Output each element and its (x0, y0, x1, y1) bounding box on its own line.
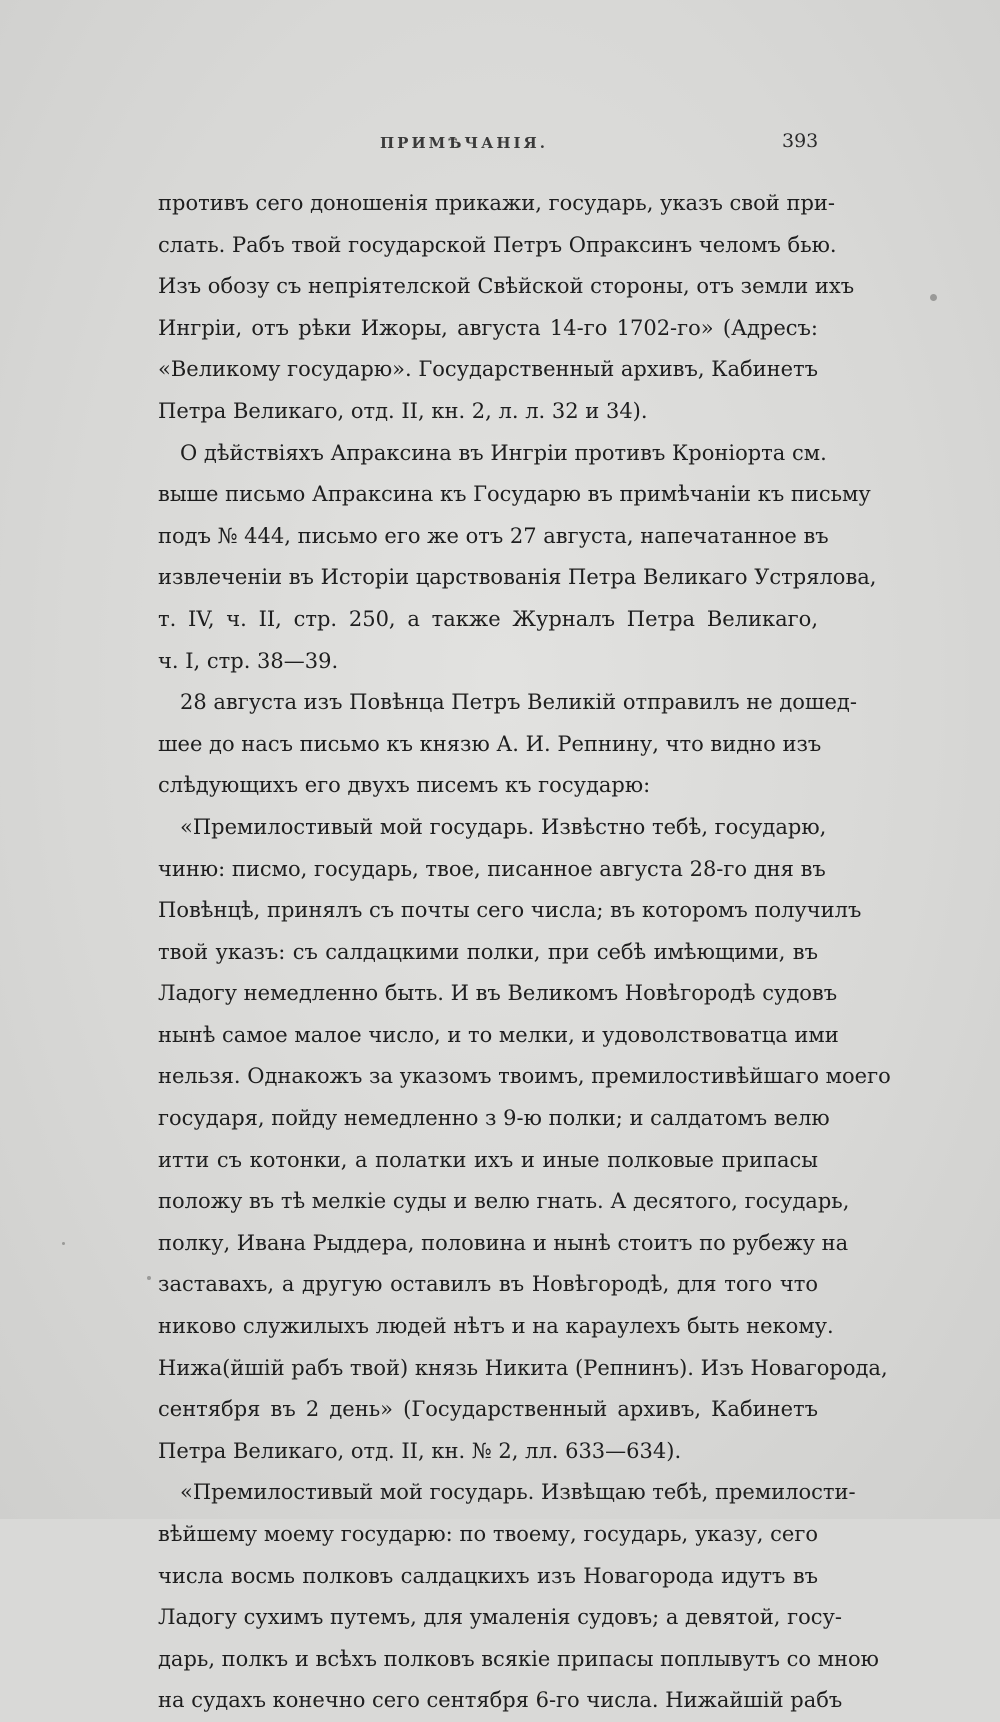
text-line: слать. Рабъ твой государской Петръ Опраксинъ челомъ бью. (158, 232, 837, 257)
text-line: шее до насъ письмо къ князю А. И. Репнину, что видно изъ (158, 731, 822, 756)
text-line: на судахъ конечно сего сентября 6-го числа. Нижайшій рабъ (158, 1688, 843, 1713)
text-line: подъ № 444, письмо его же отъ 27 августа, напечатанное въ (158, 523, 829, 548)
text-line: заставахъ, а другую оставилъ въ Новѣгородѣ, для того что (158, 1272, 818, 1297)
text-line: Нижа(йшій рабъ твой) князь Никита (Репнинъ). Изъ Новагорода, (158, 1355, 888, 1380)
text-line: Петра Великаго, отд. II, кн. № 2, лл. 633—634). (158, 1438, 682, 1463)
text-line: слѣдующихъ его двухъ писемъ къ государю: (158, 773, 651, 798)
text-line: «Премилостивый мой государь. Извѣщаю тебѣ, премилости- (180, 1480, 856, 1505)
text-line: Ингріи, отъ рѣки Ижоры, августа 14-го 1702-го» (Адресъ: (158, 315, 818, 340)
text-line: нынѣ самое малое число, и то мелки, и удоволствоватца ими (158, 1022, 839, 1047)
text-line: вѣйшему моему государю: по твоему, государь, указу, сего (158, 1522, 818, 1546)
text-line: сентября въ 2 день» (Государственный архивъ, Кабинетъ (158, 1397, 818, 1422)
page-number: 393 (782, 130, 819, 152)
text-line: ч. I, стр. 38—39. (158, 648, 339, 673)
running-head: ПРИМѢЧАНІЯ. (380, 134, 548, 152)
body-text (158, 183, 891, 1722)
paper-speck (147, 1276, 151, 1280)
text-line: Повѣнцѣ, принялъ съ почты сего числа; въ которомъ получилъ (158, 898, 862, 923)
text-line: государя, пойду немедленно з 9-ю полки; и салдатомъ велю (158, 1106, 830, 1131)
text-line: дарь, полкъ и всѣхъ полковъ всякіе припасы поплывутъ со мною (158, 1646, 879, 1671)
text-line: противъ сего доношенія прикажи, государь, указъ свой при- (158, 191, 835, 215)
text-line: полку, Ивана Рыддера, половина и нынѣ стоитъ по рубежу на (158, 1230, 849, 1255)
text-line: итти съ котонки, а полатки ихъ и иные полковые припасы (158, 1147, 818, 1172)
text-line: 28 августа изъ Повѣнца Петръ Великій отправилъ не дошед- (180, 690, 857, 715)
text-line: Ладогу немедленно быть. И въ Великомъ Новѣгородѣ судовъ (158, 981, 838, 1006)
text-line: извлеченіи въ Исторіи царствованія Петра Великаго Устрялова, (158, 565, 877, 590)
text-line: «Великому государю». Государственный архивъ, Кабинетъ (158, 357, 819, 382)
paper-speck (62, 1242, 65, 1245)
text-line: числа восмь полковъ салдацкихъ изъ Новагорода идутъ въ (158, 1563, 818, 1588)
text-line: Изъ обозу съ непріятелской Свѣйской стороны, отъ земли ихъ (158, 274, 855, 299)
text-line: чиню: писмо, государь, твое, писанное августа 28-го дня въ (158, 856, 826, 881)
text-line: нельзя. Однакожъ за указомъ твоимъ, премилостивѣйшаго моего (158, 1064, 891, 1089)
text-line: твой указъ: съ салдацкими полки, при себѣ имѣющими, въ (158, 939, 818, 964)
text-line: Ладогу сухимъ путемъ, для умаленія судовъ; а девятой, госу- (158, 1605, 842, 1630)
text-line: выше письмо Апраксина къ Государю въ примѣчаніи къ письму (158, 482, 871, 507)
text-line: О дѣйствіяхъ Апраксина въ Ингріи противъ Кроніорта см. (180, 440, 827, 465)
text-line: т. IV, ч. II, стр. 250, а также Журналъ Петра Великаго, (158, 606, 818, 631)
text-line: Петра Великаго, отд. II, кн. 2, л. л. 32 и 34). (158, 398, 648, 423)
paper-speck (930, 294, 937, 301)
text-line: «Премилостивый мой государь. Извѣстно тебѣ, государю, (180, 814, 827, 839)
text-line: никово служилыхъ людей нѣтъ и на караулехъ быть некому. (158, 1314, 834, 1339)
text-line: положу въ тѣ мелкіе суды и велю гнать. А десятого, государь, (158, 1189, 850, 1214)
